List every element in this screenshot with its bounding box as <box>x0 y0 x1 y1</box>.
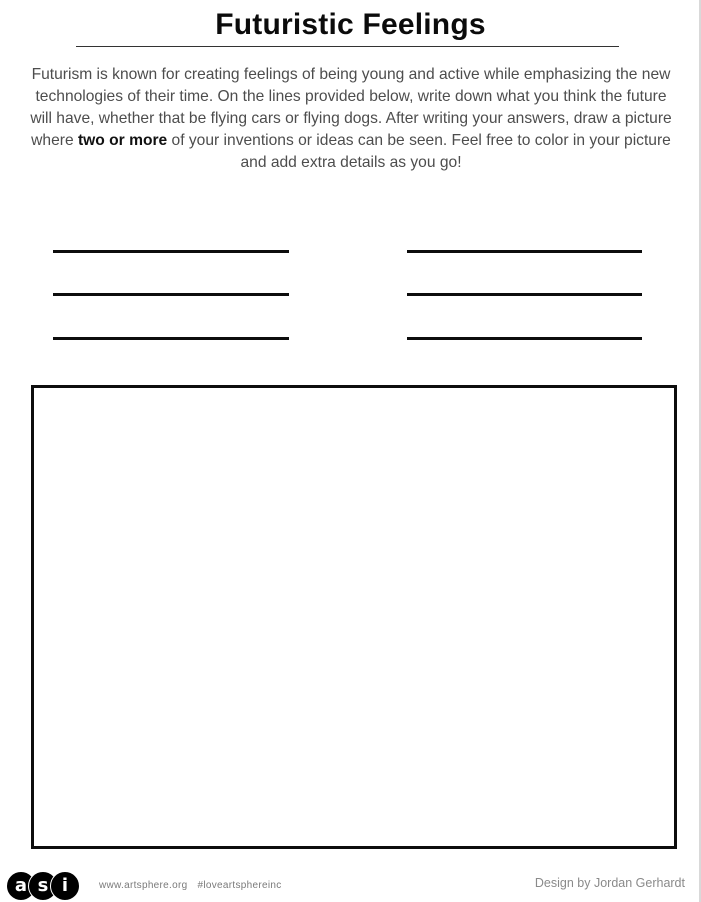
logo-letter-i: i <box>50 871 80 901</box>
drawing-area[interactable] <box>31 385 677 849</box>
design-credit: Design by Jordan Gerhardt <box>534 876 685 890</box>
intro-text-start: Futurism is known for creating feelings of being young and active while emphasizing the new technologies of their time. On the lines provided below, write down what you think the future will have, whether that be flying cars or flying dogs. After writing your answers, draw a picture where <box>30 66 672 149</box>
logo-letter-a: a <box>6 871 36 901</box>
intro-text-end: of your inventions or ideas can be seen. Feel free to color in your picture and add extra details as you go! <box>167 132 671 171</box>
hashtag-text: #loveartsphereinc <box>197 880 282 891</box>
logo-letter-s: s <box>28 871 58 901</box>
answer-line-right-1[interactable] <box>407 250 642 253</box>
page-title: Futuristic Feelings <box>215 8 486 41</box>
answer-line-left-3[interactable] <box>53 337 289 340</box>
footer-links <box>99 880 282 891</box>
artsphere-logo-icon <box>6 871 78 901</box>
website-link[interactable]: www.artsphere.org <box>99 880 188 891</box>
intro-bold-text: two or more <box>77 132 168 149</box>
answer-line-right-3[interactable] <box>407 337 642 340</box>
answer-line-left-1[interactable] <box>53 250 289 253</box>
answer-line-right-2[interactable] <box>407 293 642 296</box>
answer-line-left-2[interactable] <box>53 293 289 296</box>
intro-paragraph <box>24 64 678 174</box>
title-underline <box>76 46 619 47</box>
